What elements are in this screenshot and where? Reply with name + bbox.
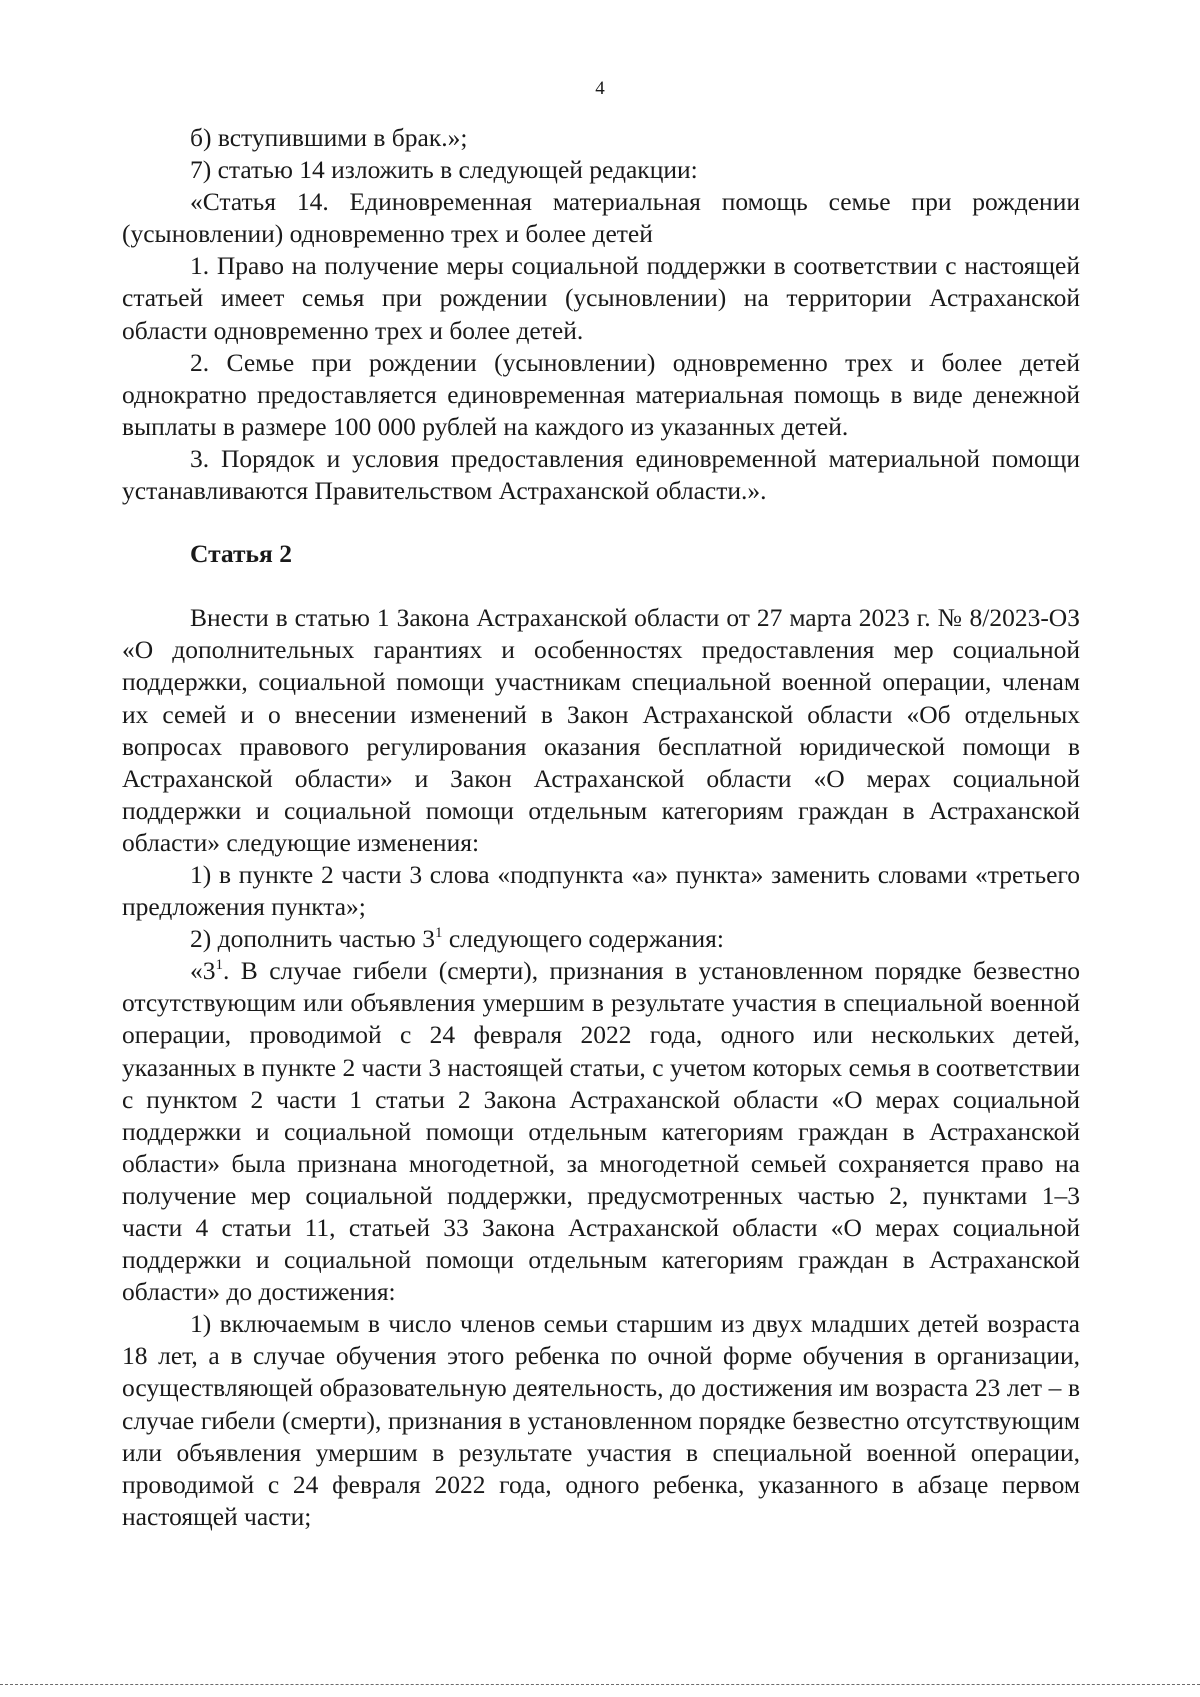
bottom-scan-edge	[0, 1684, 1200, 1685]
document-body	[122, 122, 1080, 1533]
article-14-part-2: 2. Семье при рождении (усыновлении) одновременно трех и более детей однократно предоставляется единовременная материальная помощь в виде денежной выплаты в размере 100 000 рублей на каждого из указанных детей.	[122, 347, 1080, 441]
superscript-1: 1	[215, 957, 223, 974]
item-2-text: 2) дополнить частью 3	[190, 924, 435, 954]
article-2-intro: Внести в статью 1 Закона Астраханской области от 27 марта 2023 г. № 8/2023-ОЗ «О дополнительных гарантиях и особенностях предоставления мер социальной поддержки, социальной помощи участникам специальной военной операции, членам их семей и о внесении изменений в Закон Астраханской области «Об отдельных вопросах правового регулирования оказания бесплатной юридической помощи в Астраханской области» и Закон Астраханской области «О мерах социальной поддержки и социальной помощи отдельным категориям граждан в Астраханской области» следующие изменения:	[122, 603, 1080, 857]
article-2-item-1: 1) в пункте 2 части 3 слова «подпункта «а» пункта» заменить словами «третьего предложения пункта»;	[122, 859, 1080, 922]
article-14-part-1: 1. Право на получение меры социальной поддержки в соответствии с настоящей статьей имеет семья при рождении (усыновлении) на территории Астраханской области одновременно трех и более детей.	[122, 251, 1080, 345]
article-2-item-2	[122, 923, 1080, 955]
part-3-1-body: . В случае гибели (смерти), признания в установленном порядке безвестно отсутствующим или объявления умершим в результате участия в специальной военной операции, проводимой с 24 февраля 2022 года, одного или нескольких детей, указанных в пункте 2 части 3 настоящей статьи, с учетом которых семья в соответствии с пунктом 2 части 1 статьи 2 Закона Астраханской области «О мерах социальной поддержки и социальной помощи отдельным категориям граждан в Астраханской области» была признана многодетной, за многодетной семьей сохраняется право на получение мер социальной поддержки, предусмотренных частью 2, пунктами 1–3 части 4 статьи 11, статьей 33 Закона Астраханской области «О мерах социальной поддержки и социальной помощи отдельным категориям граждан в Астраханской области» до достижения:	[122, 956, 1080, 1307]
page-number: 4	[595, 78, 605, 99]
article-2-heading: Статья 2	[190, 539, 292, 569]
superscript-1: 1	[434, 925, 443, 942]
paragraph-item-b: б) вступившими в брак.»;	[190, 123, 468, 152]
article-14-part-3: 3. Порядок и условия предоставления единовременной материальной помощи устанавливаются Правительством Астраханской области.».	[122, 443, 1080, 506]
part-3-1-item-1: 1) включаемым в число членов семьи старшим из двух младших детей возраста 18 лет, а в случае обучения этого ребенка по очной форме обучения в организации, осуществляющей образовательную деятельность, до достижения им возраста 23 лет – в случае гибели (смерти), признания в установленном порядке безвестно отсутствующим или объявления умершим в результате участия в специальной военной операции, проводимой с 24 февраля 2022 года, одного ребенка, указанного в абзаце первом настоящей части;	[122, 1309, 1080, 1531]
item-2-tail: следующего содержания:	[442, 924, 724, 954]
part-3-1-text	[122, 955, 1080, 1308]
part-3-1-number: «3	[190, 956, 216, 986]
paragraph-item-7: 7) статью 14 изложить в следующей редакции:	[190, 155, 698, 185]
article-14-title: «Статья 14. Единовременная материальная помощь семье при рождении (усыновлении) одновременно трех и более детей	[122, 187, 1080, 249]
